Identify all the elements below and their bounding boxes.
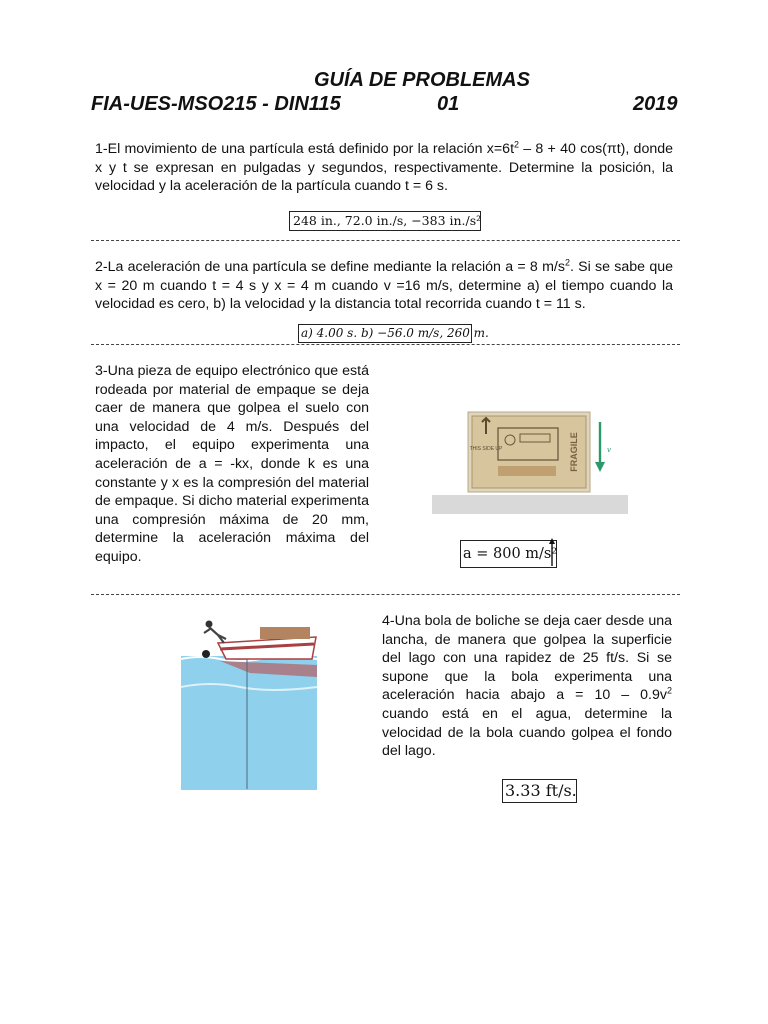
- label-strip: [498, 466, 556, 476]
- this-side-up-label: THIS SIDE UP: [469, 446, 503, 452]
- problem-2-text-part2: . Si se sabe que x = 20 m cuando t = 4 s y x = 4 m cuando v =16 m/s, determine a) el tiempo cuando la velocidad es cero, b) la velocidad y la distancia total recorrida cuando t = 11 s.: [95, 259, 673, 313]
- problem-1-text-part2: – 8 + 40 cos(πt), donde x y t se expresan en pulgadas y segundos, respectivamente. Determine la posición, la velocidad y la aceleración de la partícula cuando t = 6 s.: [95, 141, 674, 195]
- problem-1-text: [95, 140, 673, 196]
- bowling-ball: [202, 650, 210, 658]
- arrow-head-icon: [595, 462, 605, 472]
- boat-cabin: [260, 627, 310, 639]
- divider: [91, 240, 680, 241]
- problem-2-text: [95, 258, 673, 314]
- problem-3-text: 3-Una pieza de equipo electrónico que está rodeada por material de empaque se deja caer de manera que golpea el suelo con una velocidad de 4 m/s. Después del impacto, el equipo experimenta una aceleración de a = -kx, donde k es una constante y x es la compresión del material de empaque. Si dicho material experimenta una compresión máxima de 20 mm, determine la aceleración máxima del equipo.: [95, 363, 369, 565]
- year: 2019: [633, 93, 678, 115]
- page-title: GUÍA DE PROBLEMAS: [314, 69, 530, 91]
- lake-water: [181, 656, 317, 790]
- bowling-ball-boat-figure: [180, 615, 318, 791]
- ground: [432, 495, 628, 514]
- person-figure: [204, 627, 226, 643]
- problem-2-text-part1: 2-La aceleración de una partícula se define mediante la relación a = 8 m/s: [95, 259, 565, 275]
- problem-4-answer: 3.33 ft/s.: [502, 779, 577, 803]
- fragile-label: FRAGILE: [569, 432, 579, 472]
- problem-1-answer: 248 in., 72.0 in./s, −383 in./s²: [289, 211, 481, 231]
- superscript: 2: [666, 685, 672, 696]
- divider: [91, 594, 680, 595]
- problem-4-text-part1: 4-Una bola de boliche se deja caer desde una lancha, de manera que golpea la superficie del lago con una rapidez de 25 ft/s. Si se supone que la bola experimenta una aceleración hacia abajo a = 10 – 0.9v: [382, 613, 672, 704]
- packaged-equipment-figure: [430, 392, 630, 514]
- problem-3-answer: a = 800 m/s²: [460, 540, 557, 568]
- person-head: [206, 621, 213, 628]
- superscript: 2: [514, 139, 520, 150]
- problem-2-answer: a) 4.00 s. b) −56.0 m/s, 260 m.: [298, 324, 472, 343]
- problem-4-text-part2: cuando está en el agua, determine la velocidad de la bola cuando golpea el fondo del lago.: [382, 705, 672, 760]
- velocity-label: v: [607, 446, 611, 454]
- problem-1-text-part1: 1-El movimiento de una partícula está definido por la relación x=6t: [95, 141, 515, 157]
- problem-4-text: [382, 612, 672, 761]
- course-code: FIA-UES-MSO215 - DIN115: [91, 93, 341, 115]
- superscript: 2: [564, 257, 570, 268]
- divider: [91, 344, 680, 345]
- guide-number: 01: [437, 93, 460, 115]
- up-arrow-icon: [548, 537, 556, 567]
